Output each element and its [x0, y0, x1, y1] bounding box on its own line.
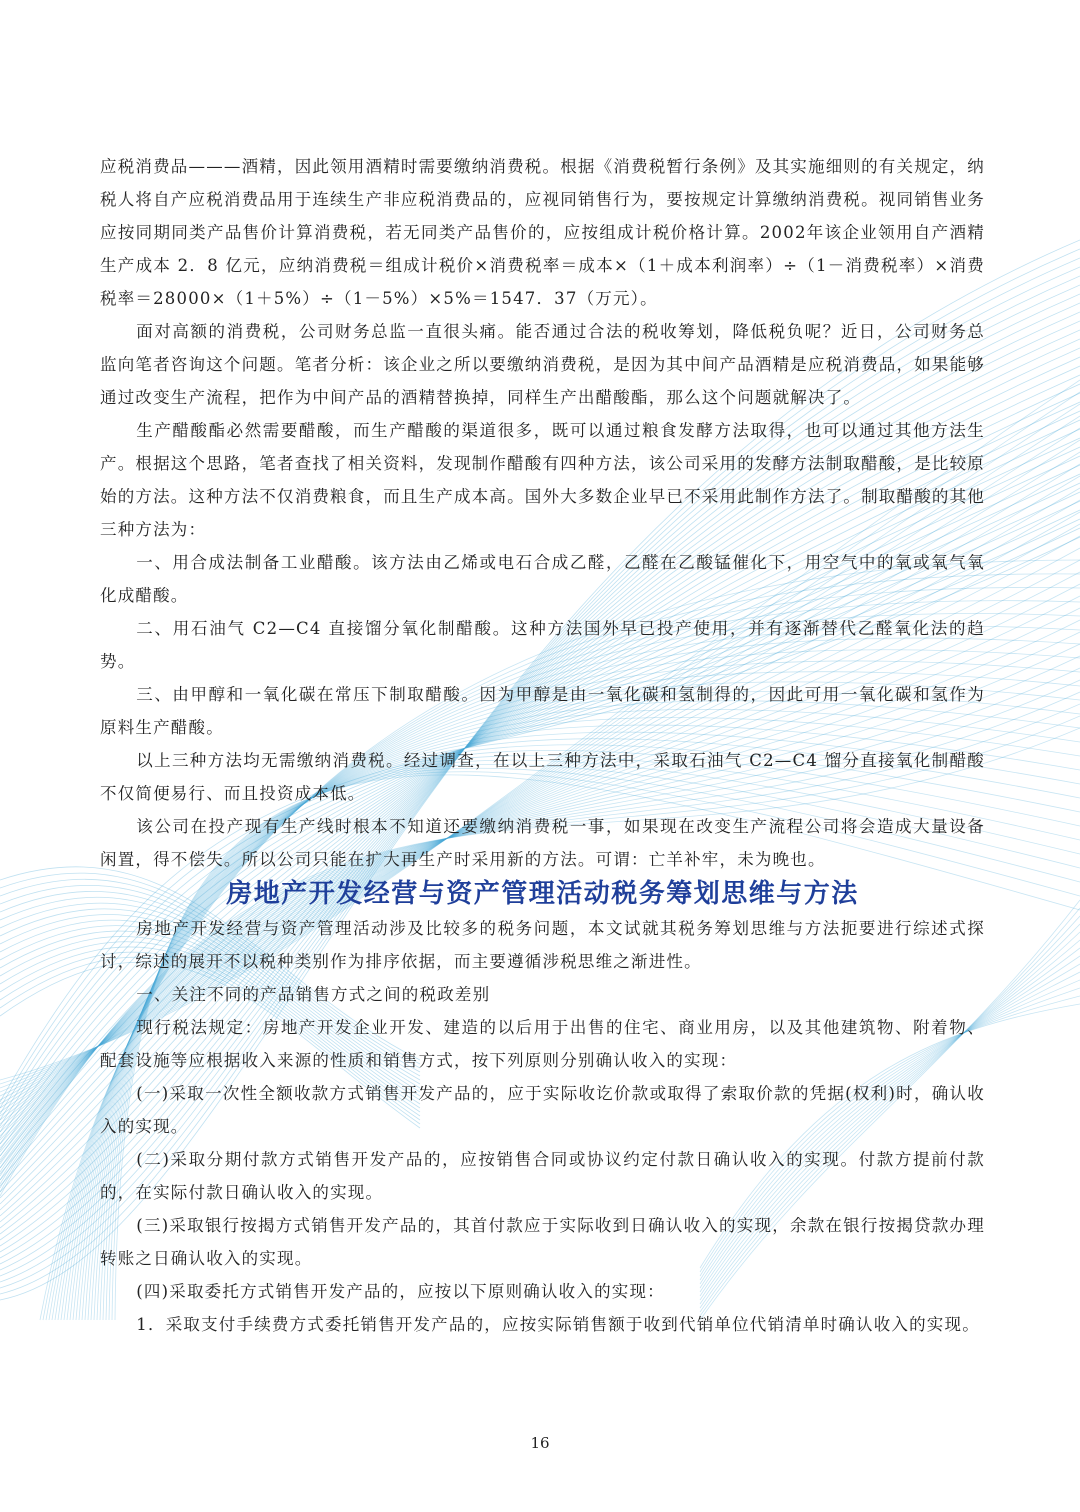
paragraph: (一)采取一次性全额收款方式销售开发产品的，应于实际收讫价款或取得了索取价款的凭据(权利)时，确认收入的实现。 — [100, 1084, 985, 1136]
page-number: 16 — [530, 1434, 550, 1452]
document-body — [100, 150, 985, 1341]
paragraph: 一、关注不同的产品销售方式之间的税政差别 — [136, 985, 491, 1004]
paragraph: (二)采取分期付款方式销售开发产品的，应按销售合同或协议约定付款日确认收入的实现。付款方提前付款的，在实际付款日确认收入的实现。 — [100, 1150, 985, 1202]
paragraph: (三)采取银行按揭方式销售开发产品的，其首付款应于实际收到日确认收入的实现，余款在银行按揭贷款办理转账之日确认收入的实现。 — [100, 1216, 985, 1268]
paragraph: 面对高额的消费税，公司财务总监一直很头痛。能否通过合法的税收筹划，降低税负呢？近日，公司财务总监向笔者咨询这个问题。笔者分析：该企业之所以要缴纳消费税，是因为其中间产品酒精是应税消费品，如果能够通过改变生产流程，把作为中间产品的酒精替换掉，同样生产出醋酸酯，那么这个问题就解决了。 — [100, 322, 985, 407]
paragraph: 该公司在投产现有生产线时根本不知道还要缴纳消费税一事，如果现在改变生产流程公司将会造成大量设备闲置，得不偿失。所以公司只能在扩大再生产时采用新的方法。可谓：亡羊补牢，未为晚也。 — [100, 817, 985, 869]
paragraph: (四)采取委托方式销售开发产品的，应按以下原则确认收入的实现： — [136, 1282, 665, 1301]
paragraph: 房地产开发经营与资产管理活动涉及比较多的税务问题，本文试就其税务筹划思维与方法扼要进行综述式探讨，综述的展开不以税种类别作为排序依据，而主要遵循涉税思维之渐进性。 — [100, 919, 985, 971]
paragraph: 1．采取支付手续费方式委托销售开发产品的，应按实际销售额于收到代销单位代销清单时确认收入的实现。 — [136, 1315, 980, 1334]
paragraph: 三、由甲醇和一氧化碳在常压下制取醋酸。因为甲醇是由一氧化碳和氢制得的，因此可用一氧化碳和氢作为原料生产醋酸。 — [100, 685, 985, 737]
paragraph: 现行税法规定：房地产开发企业开发、建造的以后用于出售的住宅、商业用房，以及其他建筑物、附着物、配套设施等应根据收入来源的性质和销售方式，按下列原则分别确认收入的实现： — [100, 1018, 985, 1070]
paragraph: 二、用石油气 C2—C4 直接馏分氧化制醋酸。这种方法国外早已投产使用，并有逐渐替代乙醛氧化法的趋势。 — [100, 619, 985, 671]
paragraph: 应税消费品———酒精，因此领用酒精时需要缴纳消费税。根据《消费税暂行条例》及其实施细则的有关规定，纳税人将自产应税消费品用于连续生产非应税消费品的，应视同销售行为，要按规定计算缴纳消费税。视同销售业务应按同期同类产品售价计算消费税，若无同类产品售价的，应按组成计税价格计算。2002年该企业领用自产酒精生产成本 2．8 亿元，应纳消费税＝组成计税价×消费税率＝成本×（1＋成本利润率）÷（1－消费税率）×消费税率＝28000×（1＋5%）÷（1－5%）×5%＝1547．37（万元）。 — [100, 157, 985, 308]
paragraph: 以上三种方法均无需缴纳消费税。经过调查，在以上三种方法中，采取石油气 C2—C4 馏分直接氧化制醋酸不仅简便易行、而且投资成本低。 — [100, 751, 985, 803]
paragraph: 生产醋酸酯必然需要醋酸，而生产醋酸的渠道很多，既可以通过粮食发酵方法取得，也可以通过其他方法生产。根据这个思路，笔者查找了相关资料，发现制作醋酸有四种方法，该公司采用的发酵方法制取醋酸，是比较原始的方法。这种方法不仅消费粮食，而且生产成本高。国外大多数企业早已不采用此制作方法了。制取醋酸的其他三种方法为： — [100, 421, 985, 539]
paragraph: 一、用合成法制备工业醋酸。该方法由乙烯或电石合成乙醛，乙醛在乙酸锰催化下，用空气中的氧或氧气氧化成醋酸。 — [100, 553, 985, 605]
section-heading: 房地产开发经营与资产管理活动税务筹划思维与方法 — [226, 879, 859, 909]
